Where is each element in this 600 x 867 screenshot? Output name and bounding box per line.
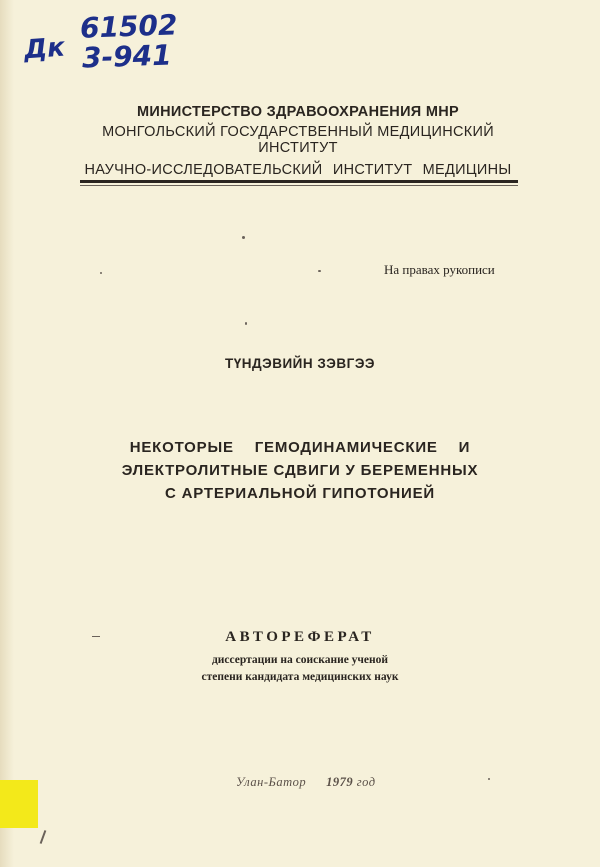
title-line-2: ЭЛЕКТРОЛИТНЫЕ СДВИГИ У БЕРЕМЕННЫХ	[121, 462, 479, 479]
header-divider	[80, 180, 518, 183]
paper-speck	[100, 272, 102, 274]
ministry-name: МИНИСТЕРСТВО ЗДРАВООХРАНЕНИЯ МНР	[137, 104, 459, 120]
dissertation-title	[80, 436, 520, 505]
institution-header	[78, 104, 518, 178]
year: 1979	[326, 775, 354, 789]
handwritten-catalog-number: 61502	[79, 8, 178, 45]
institute-name: НАУЧНО-ИССЛЕДОВАТЕЛЬСКИЙ ИНСТИТУТ МЕДИЦИНЫ	[84, 162, 512, 178]
handwritten-prefix: Дк	[23, 32, 66, 66]
year-suffix: год	[356, 775, 376, 789]
degree-line-2: степени кандидата медицинских наук	[201, 671, 399, 683]
university-name: МОНГОЛЬСКИЙ ГОСУДАРСТВЕННЫЙ МЕДИЦИНСКИЙ	[102, 124, 494, 140]
paper-speck	[92, 636, 100, 637]
yellow-tab-marker	[0, 780, 38, 828]
handwritten-shelf-code: 3-941	[81, 38, 173, 75]
university-name-cont: ИНСТИТУТ	[258, 140, 338, 156]
title-line-3: С АРТЕРИАЛЬНОЙ ГИПОТОНИЕЙ	[165, 485, 435, 502]
manuscript-rights-note: На правах рукописи	[384, 262, 495, 277]
paper-speck	[242, 236, 245, 239]
author-name: ТҮНДЭВИЙН ЗЭВГЭЭ	[224, 356, 376, 371]
publication-place-year	[236, 775, 376, 790]
abstract-label: АВТОРЕФЕРАТ	[225, 629, 375, 645]
degree-line-1: диссертации на соискание ученой	[211, 654, 389, 666]
header-divider-thin	[80, 185, 518, 186]
paper-speck	[245, 322, 247, 325]
paper-speck	[318, 270, 321, 272]
page-left-edge	[0, 0, 14, 867]
paper-speck	[40, 830, 47, 844]
city: Улан-Батор	[236, 775, 307, 789]
title-line-1: НЕКОТОРЫЕ ГЕМОДИНАМИЧЕСКИЕ И	[129, 439, 471, 456]
degree-description	[0, 652, 600, 686]
paper-speck	[488, 778, 490, 780]
